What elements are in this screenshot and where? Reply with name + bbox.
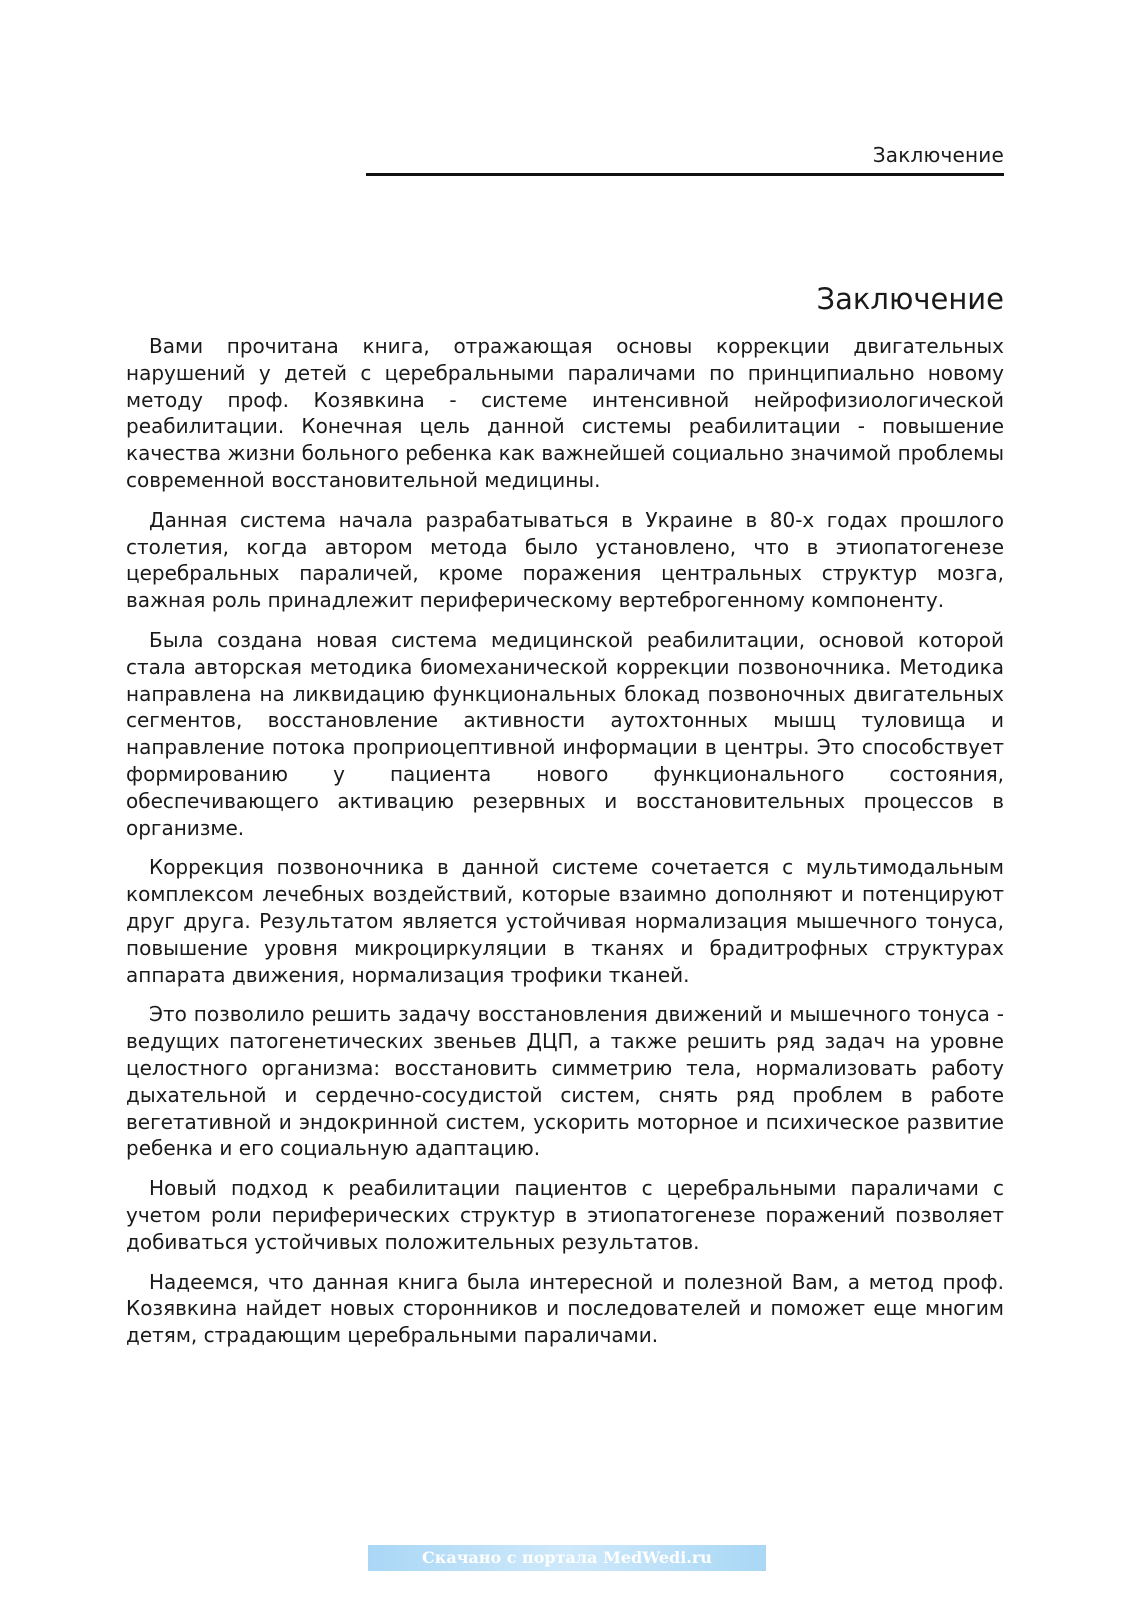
paragraph: Данная система начала разрабатываться в Украине в 80-х годах прошлого столетия, когда автором метода было установлено, что в этиопатогенезе церебральных параличей, кроме поражения центральных структур мозга, важная роль принадлежит периферическому вертеброгенному компоненту.: [126, 507, 1004, 613]
paragraph: Была создана новая система медицинской реабилитации, основой которой стала авторская методика биомеханической коррекции позвоночника. Методика направлена на ликвидацию функциональных блокад позвоночных двигательных сегментов, восстановление активности аутохтонных мышц туловища и направление потока проприоцептивной информации в центры. Это способствует формированию у пациента нового функционального состояния, обеспечивающего активацию резервных и восстановительных процессов в организме.: [126, 627, 1004, 840]
download-watermark: Скачано с портала MedWedi.ru: [368, 1545, 766, 1571]
paragraph: Это позволило решить задачу восстановления движений и мышечного тонуса - ведущих патогенетических звеньев ДЦП, а также решить ряд задач на уровне целостного организма: восстановить симметрию тела, нормализовать работу дыхательной и сердечно-сосудистой систем, снять ряд проблем в работе вегетативной и эндокринной систем, ускорить моторное и психическое развитие ребенка и его социальную адаптацию.: [126, 1002, 1004, 1161]
body-text: [126, 333, 1004, 1362]
paragraph: Надеемся, что данная книга была интересной и полезной Вам, а метод проф. Козявкина найдет новых сторонников и последователей и поможет еще многим детям, страдающим церебральными параличами.: [126, 1269, 1004, 1348]
paragraph: Коррекция позвоночника в данной системе сочетается с мультимодальным комплексом лечебных воздействий, которые взаимно дополняют и потенцируют друг друга. Результатом является устойчивая нормализация мышечного тонуса, повышение уровня микроциркуляции в тканях и брадитрофных структурах аппарата движения, нормализация трофики тканей.: [126, 855, 1004, 987]
paragraph: Вами прочитана книга, отражающая основы коррекции двигательных нарушений у детей с церебральными параличами по принципиально новому методу проф. Козявкина - системе интенсивной нейрофизиологической реабилитации. Конечная цель данной системы реабилитации - повышение качества жизни больного ребенка как важнейшей социально значимой проблемы современной восстановительной медицины.: [126, 334, 1004, 492]
paragraph: Новый подход к реабилитации пациентов с церебральными параличами с учетом роли периферических структур в этиопатогенезе поражений позволяет добиваться устойчивых положительных результатов.: [126, 1176, 1004, 1254]
header-rule: [366, 173, 1004, 176]
chapter-title: Заключение: [816, 282, 1004, 316]
running-header: Заключение: [872, 143, 1004, 167]
